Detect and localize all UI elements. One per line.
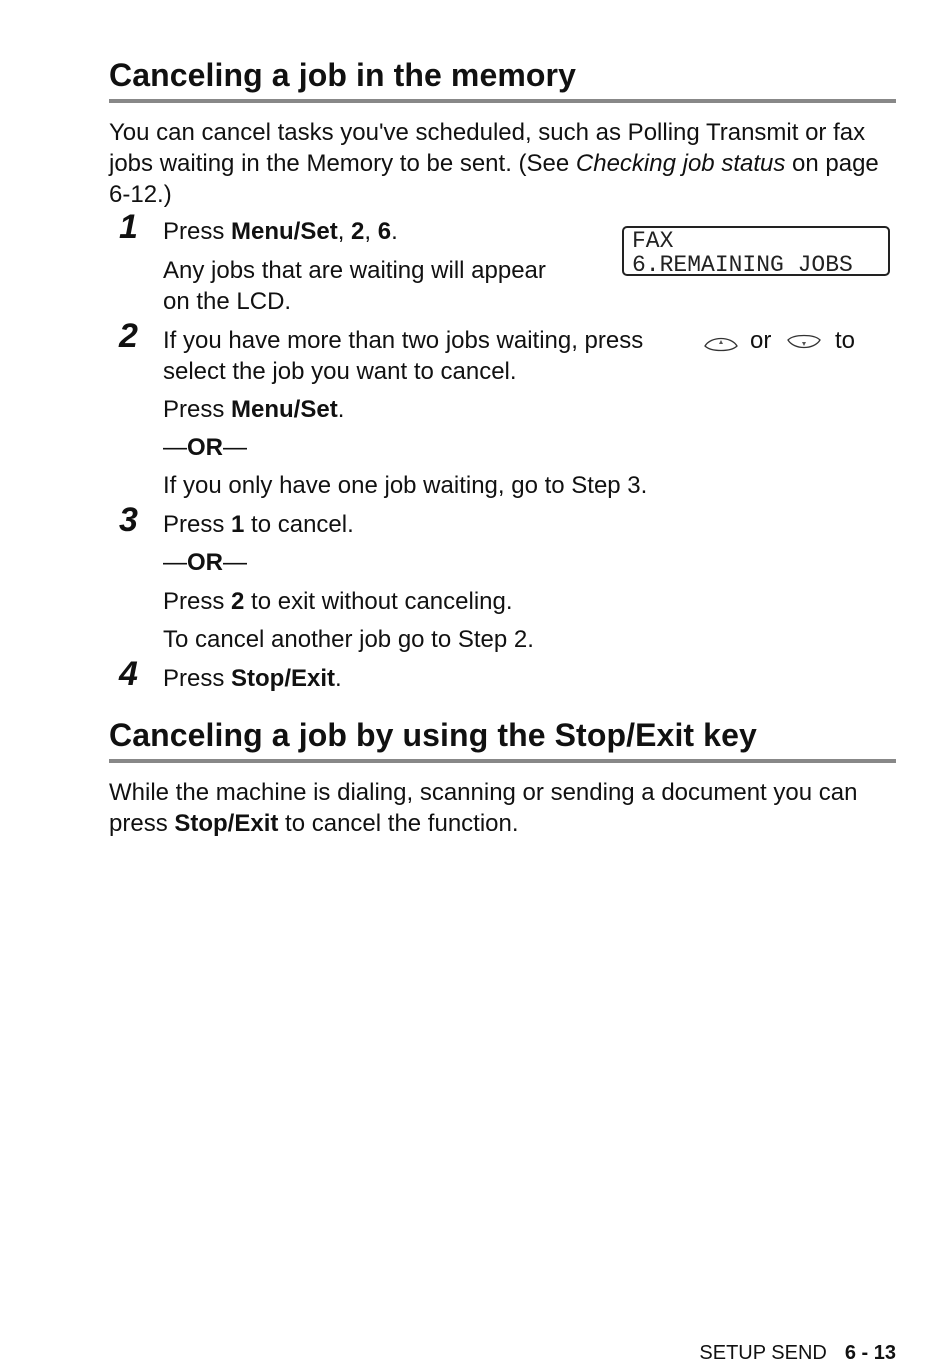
paragraph-text: to cancel the function. — [278, 810, 519, 837]
or-separator — [163, 548, 247, 578]
step-2-to: to — [835, 327, 856, 354]
separator: , — [337, 218, 352, 245]
step-1-instruction — [163, 217, 398, 247]
lcd-line-2: 6.REMAINING JOBS — [632, 252, 853, 278]
period: . — [337, 396, 345, 423]
period: . — [391, 218, 398, 245]
instruction-text: Press — [163, 396, 232, 423]
instruction-text: Press — [163, 665, 232, 692]
instruction-text: Press — [163, 511, 232, 538]
page-footer — [600, 1340, 896, 1366]
step-3-exit — [163, 587, 513, 617]
section-2-paragraph — [109, 777, 894, 839]
dash: — — [223, 434, 247, 461]
key-1: 1 — [231, 511, 245, 538]
step-1-desc-line2: on the LCD. — [163, 288, 292, 315]
lcd-display — [622, 226, 890, 276]
instruction-text: to cancel. — [244, 511, 354, 538]
key-2: 2 — [351, 218, 365, 245]
step-2-line1: If you have more than two jobs waiting, press — [163, 327, 644, 354]
section-title-canceling-memory: Canceling a job in the memory — [109, 57, 576, 93]
instruction-text: to exit without canceling. — [244, 588, 513, 615]
dash: — — [223, 549, 247, 576]
section-rule — [109, 99, 896, 103]
intro-text: You can cancel tasks you've scheduled, such as Polling Transmit or fax jobs waiting in the Memory to be sent. (See — [109, 119, 866, 177]
key-2: 2 — [231, 588, 245, 615]
step-2-press — [163, 395, 344, 425]
key-menu-set: Menu/Set — [231, 396, 338, 423]
step-3-another: To cancel another job go to Step 2. — [163, 626, 534, 653]
or-separator — [163, 433, 247, 463]
or-label: OR — [187, 549, 223, 576]
instruction-text: Press — [163, 588, 232, 615]
intro-text-end: on page 6-12.) — [109, 150, 879, 208]
step-1-desc-line1: Any jobs that are waiting will appear — [163, 257, 546, 284]
or-label: OR — [187, 434, 223, 461]
step-3-instruction — [163, 510, 354, 540]
page-number: 6 - 13 — [844, 1342, 896, 1364]
section-title-stop-exit: Canceling a job by using the Stop/Exit key — [109, 717, 757, 753]
lcd-line-1: FAX — [632, 228, 674, 254]
step-number: 2 — [119, 317, 138, 355]
step-2-alt: If you only have one job waiting, go to Step 3. — [163, 472, 648, 499]
cross-reference-link: Checking job status — [575, 150, 786, 177]
step-2-or: or — [750, 327, 772, 354]
step-number: 3 — [119, 501, 138, 539]
key-stop-exit: Stop/Exit — [174, 810, 279, 837]
step-2-line2: select the job you want to cancel. — [163, 358, 517, 385]
section-rule — [109, 759, 896, 763]
dash: — — [163, 434, 187, 461]
down-arrow-key-icon — [786, 332, 822, 354]
up-arrow-key-icon — [703, 332, 739, 354]
key-stop-exit: Stop/Exit — [231, 665, 336, 692]
paragraph-text: While the machine is dialing, scanning or sending a document you can press — [109, 779, 858, 837]
separator: , — [364, 218, 378, 245]
step-4-instruction — [163, 664, 342, 694]
period: . — [335, 665, 342, 692]
instruction-text: Press — [163, 218, 232, 245]
step-number: 4 — [119, 655, 138, 693]
step-number: 1 — [119, 208, 138, 246]
section-intro — [109, 117, 899, 210]
key-6: 6 — [377, 218, 392, 245]
key-menu-set: Menu/Set — [231, 218, 338, 245]
dash: — — [163, 549, 187, 576]
footer-section: SETUP SEND — [699, 1342, 827, 1364]
